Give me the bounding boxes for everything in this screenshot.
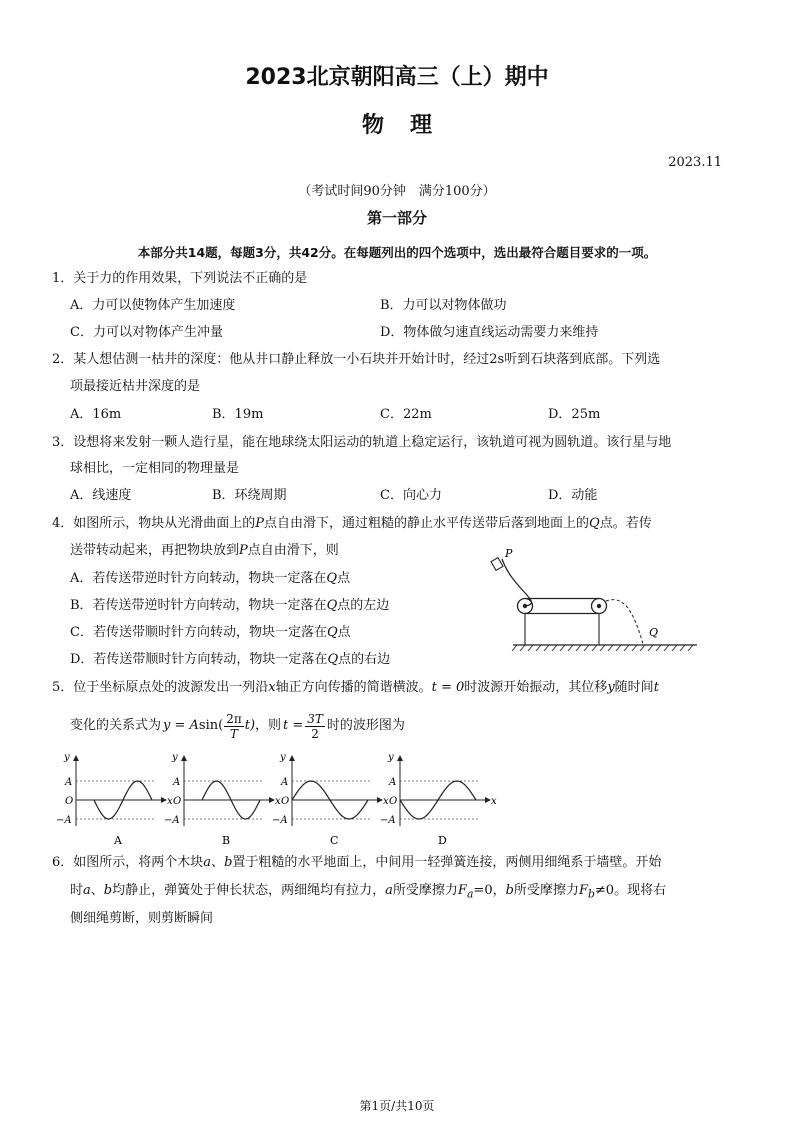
q3-option-a: A．线速度	[70, 488, 132, 503]
q1-option-b: B．力可以对物体做功	[380, 298, 507, 313]
q5-graph-c-origin-label: O	[281, 796, 290, 807]
q4-option-c: C．若传送带顺时针方向转动，物块一定落在Q点	[70, 625, 351, 640]
q5-graph-b-y-label: y	[172, 752, 178, 763]
q4-option-a: A．若传送带逆时针方向转动，物块一定落在Q点	[70, 571, 351, 586]
q5-graph-c-neg-amp-label: −A	[272, 815, 288, 826]
q2-option-c: C．22m	[380, 407, 432, 422]
q5-wave-graphs	[56, 752, 522, 852]
q5-graph-d-y-label: y	[388, 752, 394, 763]
q4-block	[491, 558, 503, 571]
q3-option-c: C．向心力	[380, 488, 442, 503]
section-instruction: 本部分共14题，每题3分，共42分。在每题列出的四个选项中，选出最符合题目要求的一项。	[137, 245, 657, 260]
q6-stem-line3: 侧细绳剪断，则剪断瞬间	[70, 911, 214, 926]
q1-stem: 1．关于力的作用效果，下列说法不正确的是	[52, 271, 308, 286]
q5-graph-d	[380, 752, 497, 847]
q2-option-a: A．16m	[70, 407, 122, 422]
q3-stem-line1: 3．设想将来发射一颗人造行星，能在地球绕太阳运动的轨道上稳定运行，该轨道可视为圆轨道。该行星与地	[52, 435, 672, 450]
q4-label-q: Q	[649, 626, 659, 639]
q2-option-d: D．25m	[548, 407, 601, 422]
q5-graph-c-amp-label: A	[281, 777, 289, 788]
q5-graph-c-y-label: y	[280, 752, 286, 763]
exam-date: 2023.11	[668, 155, 722, 170]
subject-title: 物理	[361, 113, 458, 138]
q4-option-b: B．若传送带逆时针方向转动，物块一定落在Q点的左边	[70, 598, 390, 613]
page-title: 2023北京朝阳高三（上）期中	[245, 65, 549, 90]
q4-trajectory	[606, 600, 643, 644]
q4-stem-line1: 4．如图所示，物块从光滑曲面上的P点自由滑下，通过粗糙的静止水平传送带后落到地面上的Q点。若传	[52, 516, 652, 531]
q4-right-pulley-axle	[597, 604, 601, 608]
q5-graph-b	[164, 752, 281, 847]
q4-option-d: D．若传送带顺时针方向转动，物块一定落在Q点的右边	[70, 652, 391, 667]
q6-stem-line2: 时a、b均静止，弹簧处于伸长状态，两细绳均有拉力，a所受摩擦力$F_a=0$，b所受摩擦力$F_b\ne 0$。现将右	[70, 883, 667, 901]
q3-option-d: D．动能	[548, 488, 598, 503]
q5-fraction-3t-over-2: $\frac{3T}{2}$	[307, 711, 323, 741]
q5-graph-b-neg-amp-label: −A	[164, 815, 180, 826]
q5-graph-a-amp-label: A	[65, 777, 73, 788]
page-footer: 第1页/共10页	[359, 1099, 435, 1113]
q5-graph-d-x-label: x	[491, 796, 497, 807]
q5-graph-b-x-label: x	[275, 796, 281, 807]
q5-graph-d-caption: D	[438, 834, 447, 847]
q5-fraction-2pi-over-t: 2π T	[226, 711, 242, 741]
q5-graph-c	[272, 752, 389, 847]
q5-graph-a-x-label: x	[167, 796, 173, 807]
q5-graph-a	[56, 752, 173, 847]
q5-graph-d-neg-amp-label: −A	[380, 815, 396, 826]
exam-info: （考试时间90分钟 满分100分）	[298, 184, 496, 199]
q4-ground-hatch	[512, 645, 693, 651]
q5-graph-a-y-label: y	[64, 752, 70, 763]
q4-left-pulley-axle	[523, 604, 527, 608]
q3-option-b: B．环绕周期	[212, 488, 287, 503]
q5-graph-b-amp-label: A	[173, 777, 181, 788]
q4-stem-line2: 送带转动起来，再把物块放到P点自由滑下，则	[70, 543, 339, 558]
q5-stem-line2: 变化的关系式为 y = A sin( 2π T t) ，则 t = $\frac{3T}{2}$ 时的波形图为	[70, 711, 405, 741]
q4-label-p: P	[505, 547, 513, 560]
q2-option-b: B．19m	[212, 407, 264, 422]
q5-graph-a-neg-amp-label: −A	[56, 815, 72, 826]
q5-graph-d-origin-label: O	[389, 796, 398, 807]
q1-option-c: C．力可以对物体产生冲量	[70, 325, 223, 340]
q5-graph-a-origin-label: O	[65, 796, 74, 807]
q5-graph-c-caption: C	[330, 834, 339, 847]
q6-stem-line1: 6．如图所示，将两个木块a、b置于粗糙的水平地面上，中间用一轻弹簧连接，两侧用细绳系于墙壁。开始	[52, 855, 662, 870]
section-heading: 第一部分	[366, 209, 427, 227]
q5-graph-d-amp-label: A	[389, 777, 397, 788]
q5-stem-line1: 5．位于坐标原点处的波源发出一列沿x轴正方向传播的简谐横波。t = 0时波源开始振动，其位移y随时间t	[52, 680, 659, 695]
q4-conveyor-figure	[505, 545, 705, 660]
q5-graph-b-caption: B	[222, 834, 231, 847]
q3-stem-line2: 球相比，一定相同的物理量是	[70, 461, 240, 476]
q5-graph-b-origin-label: O	[173, 796, 182, 807]
q5-graph-c-x-label: x	[383, 796, 389, 807]
q2-stem-line1: 2．某人想估测一枯井的深度：他从井口静止释放一小石块并开始计时，经过2s听到石块落到底部。下列选	[52, 352, 661, 367]
q1-option-d: D．物体做匀速直线运动需要力来维持	[380, 325, 599, 340]
q1-option-a: A．力可以使物体产生加速度	[70, 298, 236, 313]
q2-stem-line2: 项最接近枯井深度的是	[70, 379, 201, 394]
q5-graph-a-caption: A	[114, 834, 122, 847]
